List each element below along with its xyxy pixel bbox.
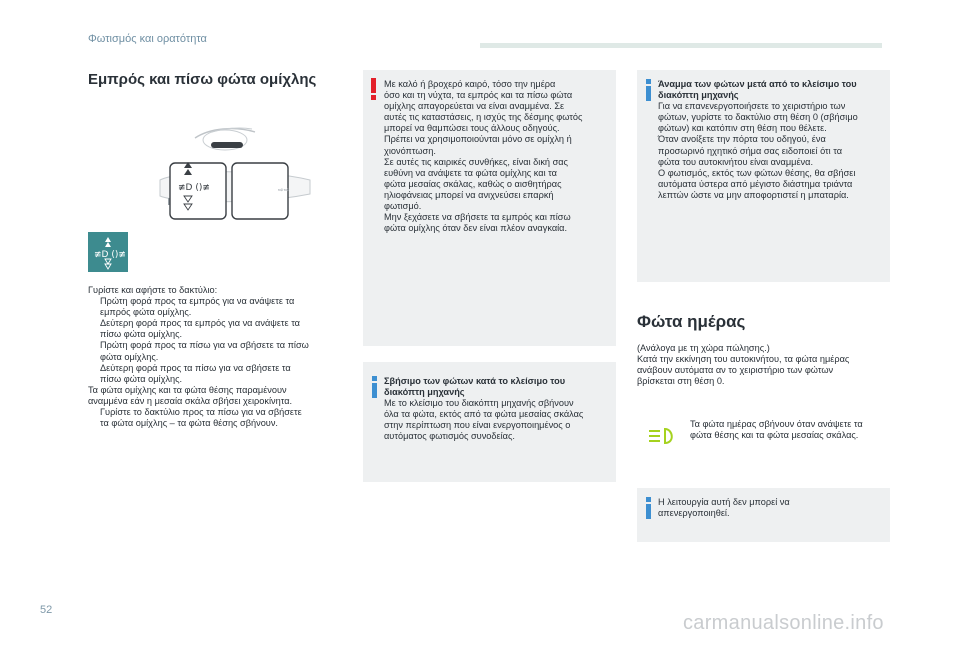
warning-panel: [363, 70, 616, 346]
warning-text: Με καλό ή βροχερό καιρό, τόσο την ημέρα όσο και τη νύχτα, τα εμπρός και τα πίσω φώτα ομίχλης απαγορεύεται να είναι αναμμένα. Σε αυτές τις καταστάσεις, η ισχύς της δέσμης φωτός μπορεί να θαμπώσει τους άλλους οδηγούς. Πρέπει να χρησιμοποιούνται μόνο σε ομίχλη ή χιονόπτωση. Σε αυτές τις καιρικές συνθήκες, είναι δική σας ευθύνη να ανάψετε τα φώτα ομίχλης και τα φώτα μεσαίας σκάλας, καθώς ο αισθητήρας ηλιοφάνειας μπορεί να ανιχνεύσει επαρκή φωτισμό. Μην ξεχάσετε να σβήσετε τα εμπρός και πίσω φώτα ομίχλης όταν δεν είναι πλέον αναγκαία.: [384, 79, 583, 234]
page-number: 52: [40, 604, 53, 616]
daylight-title: Φώτα ημέρας: [637, 312, 746, 331]
warning-icon: [371, 78, 376, 100]
info-text: Άναμμα των φώτων μετά από το κλείσιμο του διακόπτη μηχανής Για να επανενεργοποιήσετε το χειριστήριο των φώτων, γυρίστε το δακτύλιο στη θέση 0 (σβήσιμο φώτων) και κατόπιν στη θέση που θέλετε. Όταν ανοίξετε την πόρτα του οδηγού, ένα προσωρινό ηχητικό σήμα σας ειδοποιεί ότι τα φώτα του αυτοκινήτου είναι αναμμένα. Ο φωτισμός, εκτός των φώτων θέσης, θα σβήσει αυτόματα ύστερα από μέγιστο διάστημα τριάντα λεπτών ώστε να μην αποφορτιστεί η μπαταρία.: [658, 79, 858, 200]
bullet-item: Δεύτερη φορά προς τα πίσω για να σβήσετε τα πίσω φώτα ομίχλης.: [100, 362, 291, 384]
left-body: [88, 285, 353, 429]
info-panel-after-ignition: [637, 70, 890, 282]
bullet-item: Πρώτη φορά προς τα πίσω για να σβήσετε τα πίσω φώτα ομίχλης.: [100, 340, 309, 362]
svg-text:≢D ()≢: ≢D ()≢: [94, 250, 126, 260]
watermark[interactable]: carmanualsonline.info: [683, 612, 884, 634]
bullet-item: Πρώτη φορά προς τα εμπρός για να ανάψετε τα εμπρός φώτα ομίχλης.: [100, 296, 295, 318]
daylight-body: (Ανάλογα με τη χώρα πώλησης.) Κατά την εκκίνηση του αυτοκινήτου, τα φώτα ημέρας ανάβουν αυτόματα αν το χειριστήριο των φώτων βρίσκεται στη θέση 0.: [637, 343, 850, 387]
bullet-item: Γυρίστε το δακτύλιο προς τα πίσω για να σβήσετε τα φώτα ομίχλης – τα φώτα θέσης σβήνουν.: [100, 407, 302, 429]
daylight-note: Τα φώτα ημέρας σβήνουν όταν ανάψετε τα φώτα θέσης και τα φώτα μεσαίας σκάλας.: [690, 419, 863, 441]
header-section-label: Φωτισμός και ορατότητα: [88, 33, 207, 45]
intro-line: Γυρίστε και αφήστε το δακτύλιο:: [88, 285, 218, 295]
light-stalk-illustration: [140, 120, 340, 230]
info-icon: [372, 376, 377, 398]
info-panel-ignition-off: [363, 362, 616, 482]
page-title: Εμπρός και πίσω φώτα ομίχλης: [88, 71, 317, 88]
info-text: Η λειτουργία αυτή δεν μπορεί να απενεργοποιηθεί.: [658, 497, 790, 519]
para-line: Τα φώτα ομίχλης και τα φώτα θέσης παραμένουν: [88, 384, 287, 395]
header-bar: [480, 43, 882, 48]
daylight-lamp-icon: [645, 426, 677, 446]
info-icon: [646, 497, 651, 519]
info-text: Σβήσιμο των φώτων κατά το κλείσιμο του διακόπτη μηχανής Με το κλείσιμο του διακόπτη μηχανής σβήνουν όλα τα φώτα, εκτός από τα φώτα μεσαίας σκάλας στην περίπτωση που είναι ενεργοποιημένος ο αυτόματος φωτισμός συνοδείας.: [384, 376, 584, 442]
info-icon: [646, 79, 651, 101]
svg-text:⇨⇨: ⇨⇨: [278, 186, 290, 194]
info-panel-daylight: [637, 488, 890, 542]
svg-text:≢D ()≢: ≢D ()≢: [178, 183, 210, 193]
fog-lights-icon: [88, 232, 128, 272]
bullet-item: Δεύτερη φορά προς τα εμπρός για να ανάψετε τα πίσω φώτα ομίχλης.: [100, 318, 300, 340]
para-line: αναμμένα εάν η μεσαία σκάλα σβήσει χειροκίνητα.: [88, 395, 293, 406]
